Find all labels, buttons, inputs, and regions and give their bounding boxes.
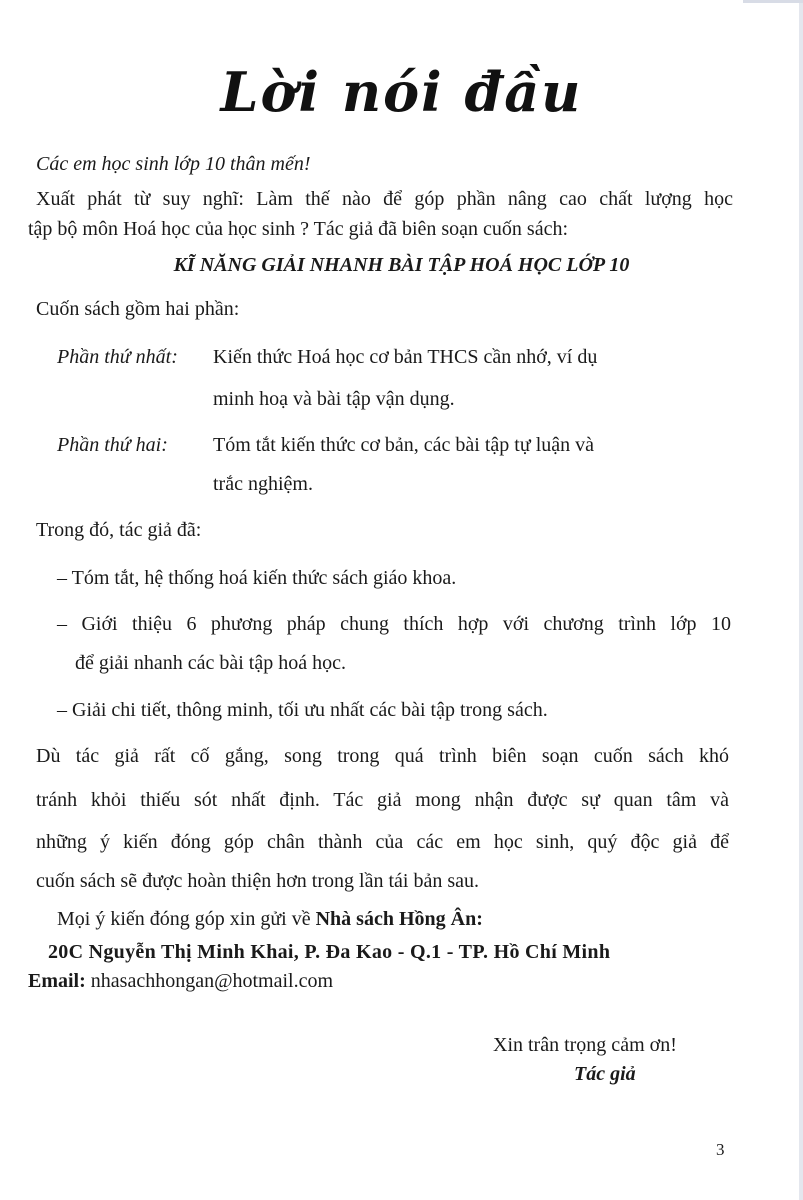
part-1-line-2: minh hoạ và bài tập vận dụng. <box>213 388 455 410</box>
part-2-label: Phần thứ hai: <box>57 434 168 456</box>
part-1-line-1: Kiến thức Hoá học cơ bản THCS cần nhớ, ví dụ <box>213 346 598 368</box>
page-title: Lời nói đầu <box>220 60 583 124</box>
publisher-name: Nhà sách Hồng Ân: <box>315 908 483 930</box>
signature: Tác giả <box>574 1063 636 1085</box>
email-address: nhasachhongan@hotmail.com <box>85 970 334 992</box>
part-2-line-1: Tóm tắt kiến thức cơ bản, các bài tập tự luận và <box>213 434 595 456</box>
intro-line-2: tập bộ môn Hoá học của học sinh ? Tác giả đã biên soạn cuốn sách: <box>28 218 569 240</box>
closing-line-4: cuốn sách sẽ được hoàn thiện hơn trong lần tái bản sau. <box>36 870 479 892</box>
thanks-text: Xin trân trọng cảm ơn! <box>493 1034 677 1056</box>
closing-line-3: những ý kiến đóng góp chân thành của các em học sinh, quý độc giả để <box>36 831 729 853</box>
intro-line-1: Xuất phát từ suy nghĩ: Làm thế nào để góp phần nâng cao chất lượng học <box>36 188 733 210</box>
bullet-3: – Giải chi tiết, thông minh, tối ưu nhất các bài tập trong sách. <box>57 699 548 721</box>
publisher-address: 20C Nguyễn Thị Minh Khai, P. Đa Kao - Q.1 - TP. Hồ Chí Minh <box>48 941 611 963</box>
closing-line-2: tránh khỏi thiếu sót nhất định. Tác giả mong nhận được sự quan tâm và <box>36 789 729 811</box>
greeting: Các em học sinh lớp 10 thân mến! <box>36 153 311 175</box>
page-edge <box>799 0 803 1200</box>
book-title: KĨ NĂNG GIẢI NHANH BÀI TẬP HOÁ HỌC LỚP 10 <box>173 254 630 276</box>
contact-lead: Mọi ý kiến đóng góp xin gửi về <box>57 908 316 930</box>
closing-line-1: Dù tác giả rất cố gắng, song trong quá trình biên soạn cuốn sách khó <box>36 745 729 767</box>
page-edge-top <box>743 0 803 3</box>
email-label: Email: <box>28 970 86 992</box>
bullet-2-line-2: để giải nhanh các bài tập hoá học. <box>75 652 346 674</box>
email-line <box>28 969 333 993</box>
page-number: 3 <box>716 1140 725 1159</box>
part-1-label: Phần thứ nhất: <box>57 346 178 368</box>
author-did: Trong đó, tác giả đã: <box>36 519 202 541</box>
contact-line <box>57 907 483 931</box>
part-2-line-2: trắc nghiệm. <box>213 473 313 495</box>
parts-intro: Cuốn sách gồm hai phần: <box>36 298 240 320</box>
bullet-1: – Tóm tắt, hệ thống hoá kiến thức sách giáo khoa. <box>57 567 457 589</box>
bullet-2-line-1: – Giới thiệu 6 phương pháp chung thích hợp với chương trình lớp 10 <box>57 613 731 635</box>
